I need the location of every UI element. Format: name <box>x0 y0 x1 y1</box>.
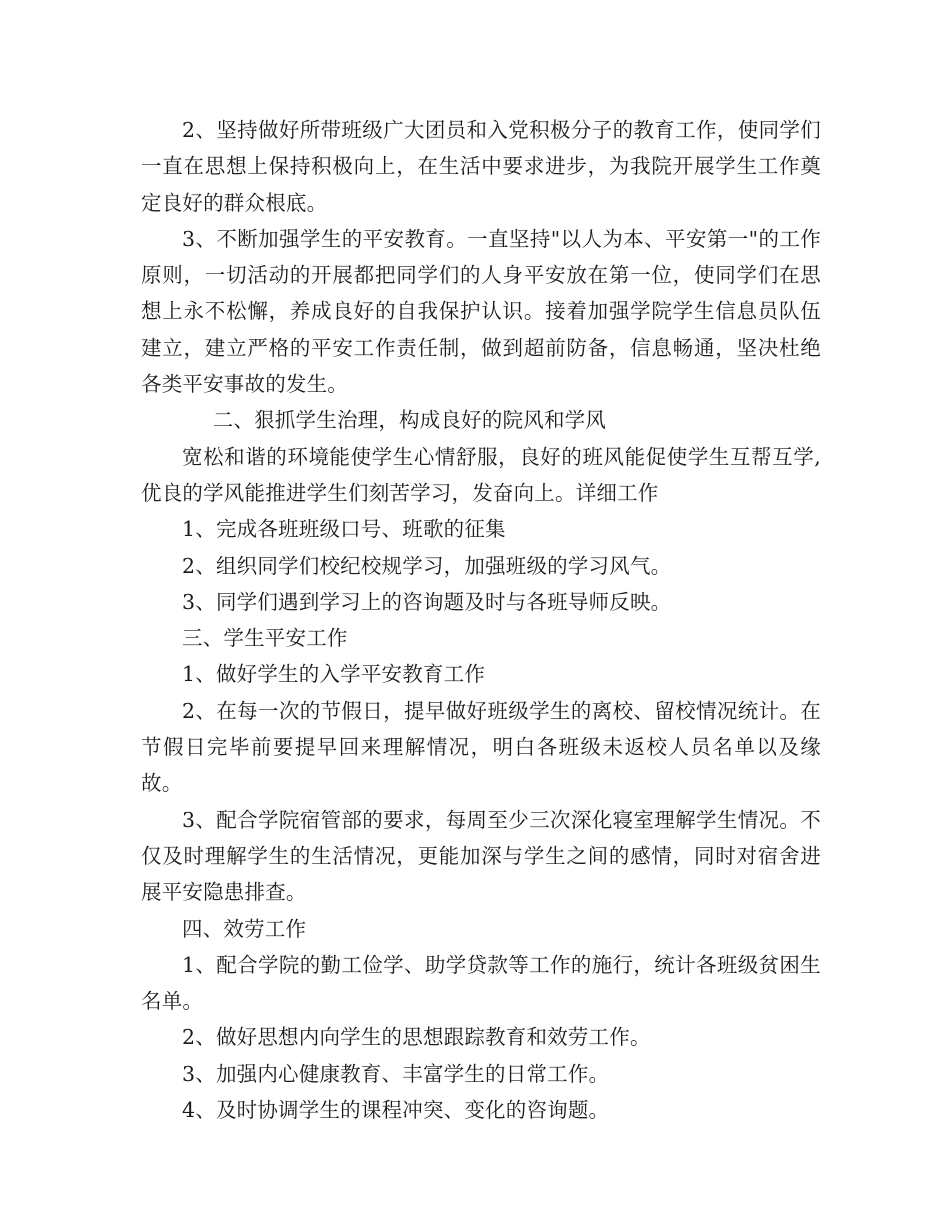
section-heading-2: 二、狠抓学生治理，构成良好的院风和学风 <box>212 408 607 433</box>
document-body <box>141 112 821 1128</box>
list-item-class-slogan: 1、完成各班班级口号、班歌的征集 <box>182 517 506 542</box>
list-item-report-issues: 3、同学们遇到学习上的咨询题及时与各班导师反映。 <box>182 589 672 614</box>
paragraph-environment: 宽松和谐的环境能使学生心情舒服，良好的班风能促使学生互帮互学,优良的学风能推进学生们刻苦学习，发奋向上。详细工作 <box>141 444 821 505</box>
section-heading-4: 四、效劳工作 <box>182 916 307 941</box>
list-item-safety-education: 1、做好学生的入学平安教育工作 <box>182 662 486 687</box>
list-item-work-study: 1、配合学院的勤工俭学、助学贷款等工作的施行，统计各班级贫困生名单。 <box>141 952 821 1014</box>
list-item-rules-study: 2、组织同学们校纪校规学习，加强班级的学习风气。 <box>182 553 672 578</box>
list-item-introvert-students: 2、做好思想内向学生的思想跟踪教育和效劳工作。 <box>182 1025 651 1050</box>
list-item-course-conflicts: 4、及时协调学生的课程冲突、变化的咨询题。 <box>182 1098 610 1123</box>
section-heading-3: 三、学生平安工作 <box>182 626 348 651</box>
list-item-holiday-stats: 2、在每一次的节假日，提早做好班级学生的离校、留校情况统计。在节假日完毕前要提早回来理解情况，明白各班级未返校人员名单以及缘故。 <box>141 698 821 796</box>
paragraph-item-2: 2、坚持做好所带班级广大团员和入党积极分子的教育工作，使同学们一直在思想上保持积极向上，在生活中要求进步，为我院开展学生工作奠定良好的群众根底。 <box>141 118 821 215</box>
paragraph-item-3-safety: 3、不断加强学生的平安教育。一直坚持"以人为本、平安第一"的工作原则，一切活动的开展都把同学们的人身平安放在第一位，使同学们在思想上永不松懈，养成良好的自我保护认识。接着加强学院学生信息员队伍建立，建立严格的平安工作责任制，做到超前防备，信息畅通，坚决杜绝各类平安事故的发生。 <box>141 226 821 397</box>
list-item-dorm-visits: 3、配合学院宿管部的要求，每周至少三次深化寝室理解学生情况。不仅及时理解学生的生活情况，更能加深与学生之间的感情，同时对宿舍进展平安隐患排查。 <box>141 807 821 905</box>
list-item-mental-health: 3、加强内心健康教育、丰富学生的日常工作。 <box>182 1061 610 1086</box>
